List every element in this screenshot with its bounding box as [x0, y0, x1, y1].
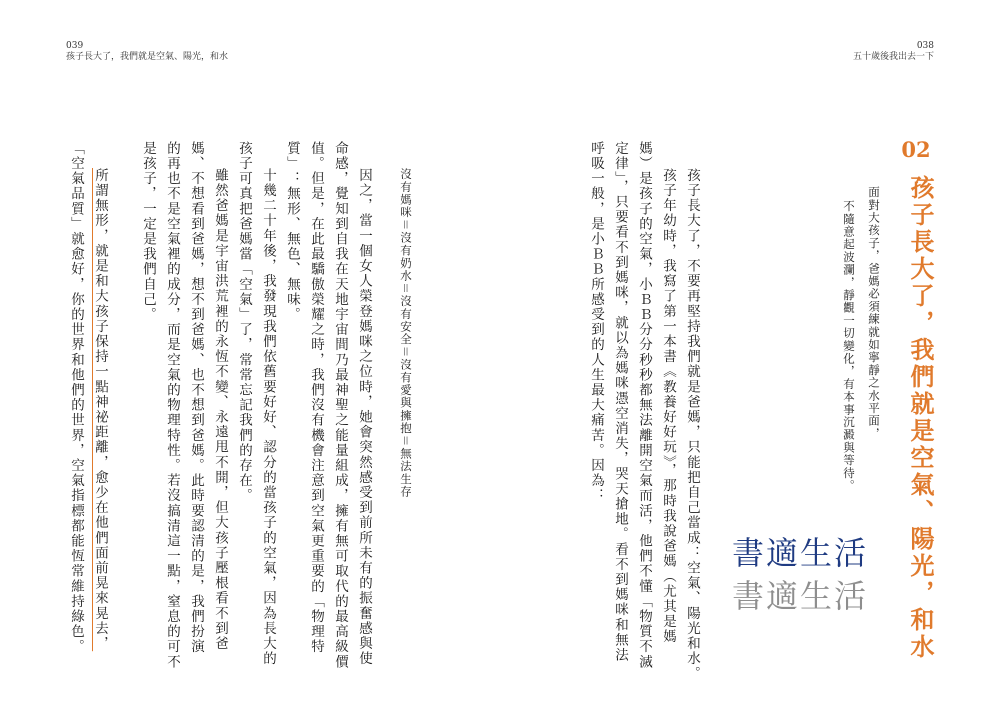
- epigraph-line-2: 不隨意起波瀾，靜觀一切變化，有本事沉澱與等待。: [842, 200, 856, 493]
- chapter-number: 02: [901, 137, 931, 162]
- watermark-primary: 書適生活: [732, 534, 869, 572]
- right-body-line-3: 媽）是孩子的空氣，小ＢＢ分分秒秒都無法離開空氣而活，他們不懂「物質不滅: [636, 141, 652, 670]
- left-body-line-12: 「空氣品質」就愈好，你的世界和他們的世界，空氣指標都能恆常維持綠色。: [68, 141, 84, 655]
- right-body-line-5: 呼吸一般，是小ＢＢ所感受到的人生最大痛苦。因為：: [588, 141, 604, 504]
- left-page-header: [66, 41, 228, 63]
- right-body-line-2: 孩子年幼時，我寫了第一本書《教養好好玩》，那時我說爸媽（尤其是媽: [660, 168, 676, 645]
- right-body-line-4: 定律」，只要看不到媽咪，就以為媽咪憑空消失，哭天搶地。看不到媽咪和無法: [612, 141, 628, 663]
- left-body-line-9: 的再也不是空氣裡的成分，而是空氣的物理特性。若沒搞清這一點，窒息的可不: [164, 141, 180, 670]
- right-page-header: [853, 41, 934, 63]
- formula-line: 沒有媽咪＝沒有奶水＝沒有安全＝沒有愛與擁抱＝無法生存: [399, 168, 413, 499]
- right-body-line-1: 孩子長大了，不要再堅持我們就是爸媽，只能把自己當成：空氣、陽光和水。: [684, 168, 700, 682]
- left-body-line-8: 媽、不想看到爸媽，想不到爸媽、也不想到爸媽。此時要認清的是，我們扮演: [188, 141, 204, 655]
- left-body-line-2: 命感，覺知到自我在天地宇宙間乃最神聖之能量組成，擁有無可取代的最高級價: [332, 141, 348, 670]
- right-running-title: 五十歲後我出去一下: [852, 52, 934, 62]
- left-body-line-4: 質」：無形、無色、無味。: [284, 141, 300, 323]
- left-running-title: 孩子長大了，我們就是空氣、陽光，和水: [66, 52, 229, 62]
- left-body-line-1: 因之，當一個女人榮登媽咪之位時，她會突然感受到前所未有的振奮感與使: [356, 168, 372, 667]
- left-body-line-5: 十幾二十年後，我發現我們依舊要好好、認分的當孩子的空氣，因為長大的: [260, 168, 276, 667]
- left-body-line-3: 值。但是，在此最驕傲榮耀之時，我們沒有機會注意到空氣更重要的「物理特: [308, 141, 324, 655]
- left-page-number: 039: [66, 41, 84, 51]
- epigraph-line-1: 面對大孩子，爸媽必須練就如寧靜之水平面，: [867, 186, 881, 440]
- right-page-number: 038: [916, 41, 934, 51]
- chapter-title: 孩子長大了，我們就是空氣、陽光，和水: [906, 175, 935, 661]
- left-body-line-10: 是孩子，一定是我們自己。: [140, 141, 156, 323]
- watermark-secondary: 書適生活: [732, 577, 869, 615]
- left-body-line-7: 雖然爸媽是宇宙洪荒裡的永恆不變、永遠甩不開，但大孩子壓根看不到爸: [212, 168, 228, 652]
- left-body-line-11: 所謂無形，就是和大孩子保持一點神祕距離，愈少在他們面前晃來晃去，: [92, 168, 108, 652]
- left-body-line-6: 孩子可真把爸媽當「空氣」了，常常忘記我們的存在。: [236, 141, 252, 504]
